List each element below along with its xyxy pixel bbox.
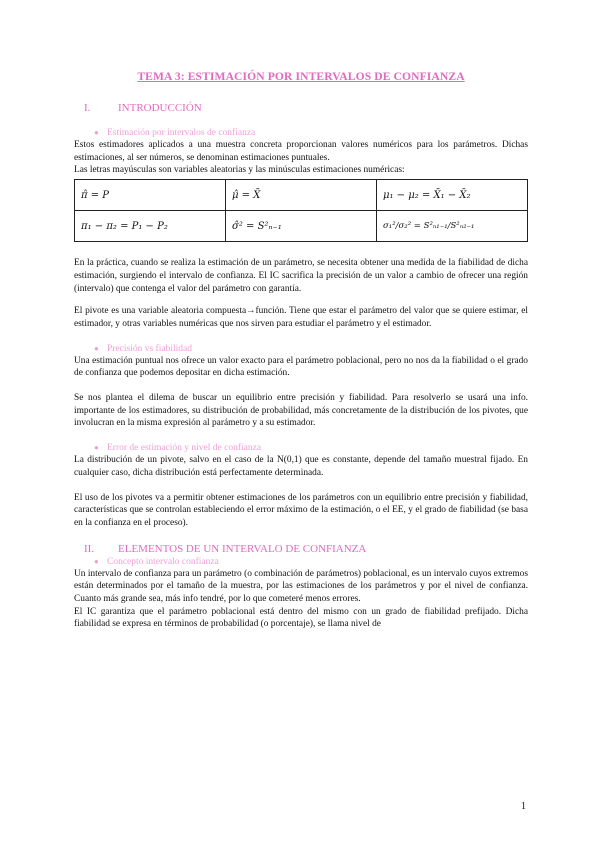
bullet-heading-precision — [94, 343, 528, 355]
section-heading-elementos — [84, 542, 528, 556]
bullet-label: Precisión vs fiabilidad — [107, 343, 192, 354]
formula-cell: π₁ − π₂ = P₁ − P₂ — [75, 211, 226, 242]
paragraph-pivote: El pivote es una variable aleatoria compuesta→función. Tiene que estar el parámetro del valor que se quiere estimar, el estimador, y otras variables numéricas que nos sirven para estudiar el parámetro y el estimador. — [74, 306, 528, 329]
section-number: II. — [84, 542, 95, 555]
section-label: INTRODUCCIÓN — [118, 102, 202, 114]
paragraph-distribucion: La distribución de un pivote, salvo en el caso de la N(0,1) que es constante, depende del tamaño muestral fijado. En cualquier caso, dicha distribución está perfectamente determinada. — [74, 455, 528, 478]
bullet-heading-error — [94, 442, 528, 454]
bullet-heading-concepto — [94, 556, 528, 568]
paragraph-intervalo: Un intervalo de confianza para un parámetro (o combinación de parámetros) poblacional, es un intervalo cuyos extremos están determinados por el tamaño de la muestra, por las estimaciones de los parámetros y por el nivel de confianza. Cuanto más grande sea, más info tendré, por lo que cometeré menos errores. — [74, 568, 528, 605]
section-label: ELEMENTOS DE UN INTERVALO DE CONFIANZA — [118, 542, 367, 555]
formula-cell: μ̂ = X̄ — [226, 180, 377, 211]
formula-row — [75, 211, 528, 242]
bullet-dot-icon: ● — [94, 128, 99, 137]
formula-cell: μ₁ − μ₂ = X̄₁ − X̄₂ — [377, 180, 528, 211]
page-number: 1 — [521, 801, 526, 812]
section-number: I. — [84, 102, 91, 114]
bullet-label: Estimación por intervalos de confianza — [107, 128, 256, 138]
document-title: TEMA 3: ESTIMACIÓN POR INTERVALOS DE CONFIANZA — [137, 70, 465, 83]
formula-cell: σ₁²/σ₂² = S²ₙ₁₋₁/S²ₙ₂₋₁ — [377, 211, 528, 242]
bullet-label: Concepto intervalo confianza — [107, 556, 219, 567]
paragraph-ic: El IC garantiza que el parámetro poblacional está dentro del mismo con un grado de fiabilidad prefijado. Dicha fiabilidad se expresa en términos de probabilidad (o porcentaje), se llama nivel de — [74, 606, 528, 630]
paragraph-uso: El uso de los pivotes va a permitir obtener estimaciones de los parámetros con un equilibrio entre precisión y fiabilidad, características que se controlan estableciendo el error máximo de la estimación, o el EE, y el grado de fiabilidad (se basa en la confianza en el proceso). — [74, 492, 528, 528]
paragraph-practica: En la práctica, cuando se realiza la estimación de un parámetro, se necesita obtener una medida de la fiabilidad de dicha estimación, surgiendo el intervalo de confianza. El IC sacrifica la precisión de un valor a cambio de ofrecer una región (intervalo) que contenga el valor del parámetro con garantía. — [74, 258, 528, 294]
document-page — [74, 70, 528, 631]
section-heading-introduccion — [84, 101, 528, 115]
paragraph-dilema: Se nos plantea el dilema de buscar un equilibrio entre precisión y fiabilidad. Para resolverlo se usará una info. importante de los estimadores, su distribución de probabilidad, más concretamente de la distribución de los pivotes, que involucran en la misma expresión al parámetro y a su estimador. — [74, 393, 528, 429]
paragraph-puntual: Una estimación puntual nos ofrece un valor exacto para el parámetro poblacional, pero no nos da la fiabilidad o el grado de confianza que podemos depositar en dicha estimación. — [74, 355, 528, 379]
bullet-dot-icon: ● — [94, 443, 99, 453]
bullet-heading-estimacion — [94, 127, 528, 139]
formula-row — [75, 180, 528, 211]
paragraph-letras: Las letras mayúsculas son variables aleatorias y las minúsculas estimaciones numéricas: — [74, 165, 405, 176]
formula-table — [74, 179, 528, 242]
bullet-dot-icon: ● — [94, 343, 99, 353]
formula-cell: π̂ = P — [75, 180, 226, 211]
bullet-dot-icon: ● — [94, 556, 99, 566]
formula-cell: σ̂² = S²ₙ₋₁ — [226, 211, 377, 242]
paragraph-estimadores: Estos estimadores aplicados a una muestra concreta proporcionan valores numéricos para los parámetros. Dichas estimaciones, al ser números, se denominan estimaciones puntuales. — [74, 140, 528, 163]
bullet-label: Error de estimación y nivel de confianza — [107, 443, 262, 454]
